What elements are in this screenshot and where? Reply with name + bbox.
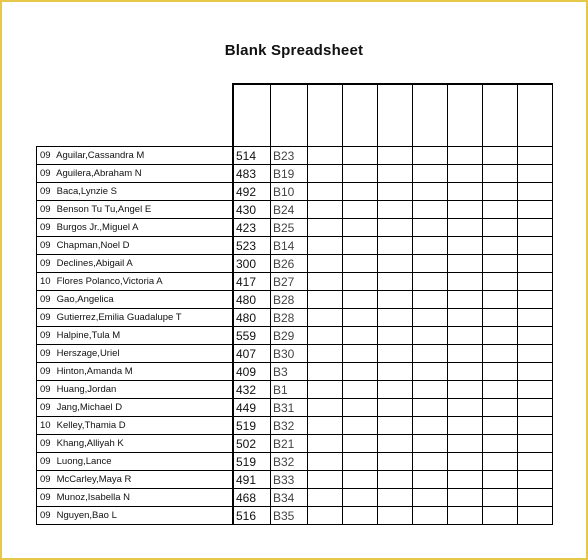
blank-cell bbox=[483, 309, 518, 327]
blank-cell bbox=[448, 309, 483, 327]
table-row bbox=[37, 309, 553, 327]
blank-cell bbox=[518, 435, 553, 453]
score-cell: 523 bbox=[233, 237, 271, 255]
blank-cell bbox=[378, 489, 413, 507]
blank-cell bbox=[378, 201, 413, 219]
blank-cell bbox=[448, 453, 483, 471]
blank-cell bbox=[308, 399, 343, 417]
spreadsheet-table bbox=[36, 83, 553, 525]
blank-cell bbox=[448, 435, 483, 453]
student-name: Luong,Lance bbox=[56, 456, 112, 467]
student-name: Halpine,Tula M bbox=[56, 330, 121, 341]
code-cell: B10 bbox=[271, 183, 308, 201]
blank-cell bbox=[378, 237, 413, 255]
blank-cell bbox=[518, 237, 553, 255]
student-name-cell bbox=[37, 345, 234, 363]
score-cell: 502 bbox=[233, 435, 271, 453]
blank-cell bbox=[308, 327, 343, 345]
blank-cell bbox=[518, 399, 553, 417]
code-cell: B21 bbox=[271, 435, 308, 453]
blank-cell bbox=[518, 453, 553, 471]
grade-level: 10 bbox=[40, 276, 51, 287]
blank-cell bbox=[343, 237, 378, 255]
score-cell: 417 bbox=[233, 273, 271, 291]
blank-cell bbox=[343, 345, 378, 363]
blank-cell bbox=[518, 417, 553, 435]
blank-cell bbox=[483, 471, 518, 489]
blank-cell bbox=[378, 327, 413, 345]
student-name: Baca,Lynzie S bbox=[56, 186, 118, 197]
blank-cell bbox=[448, 471, 483, 489]
blank-cell bbox=[343, 219, 378, 237]
blank-cell bbox=[343, 453, 378, 471]
blank-cell bbox=[483, 273, 518, 291]
code-cell: B31 bbox=[271, 399, 308, 417]
blank-cell bbox=[308, 489, 343, 507]
table-row bbox=[37, 327, 553, 345]
code-cell: B34 bbox=[271, 489, 308, 507]
table-row bbox=[37, 453, 553, 471]
blank-cell bbox=[378, 165, 413, 183]
student-name-cell bbox=[37, 489, 234, 507]
student-name: Jang,Michael D bbox=[56, 402, 123, 413]
blank-cell bbox=[483, 417, 518, 435]
table-row bbox=[37, 507, 553, 525]
blank-cell bbox=[483, 201, 518, 219]
blank-cell bbox=[413, 489, 448, 507]
header-cell bbox=[378, 84, 413, 147]
grade-level: 09 bbox=[40, 150, 51, 161]
blank-cell bbox=[448, 147, 483, 165]
student-name: Declines,Abigail A bbox=[56, 258, 133, 269]
blank-cell bbox=[308, 201, 343, 219]
code-cell: B14 bbox=[271, 237, 308, 255]
blank-cell bbox=[483, 507, 518, 525]
score-cell: 491 bbox=[233, 471, 271, 489]
blank-cell bbox=[518, 183, 553, 201]
blank-cell bbox=[343, 381, 378, 399]
blank-cell bbox=[413, 345, 448, 363]
blank-cell bbox=[413, 327, 448, 345]
score-cell: 483 bbox=[233, 165, 271, 183]
student-name: Aguilera,Abraham N bbox=[56, 168, 142, 179]
student-name-cell bbox=[37, 381, 234, 399]
blank-cell bbox=[413, 507, 448, 525]
student-name-cell bbox=[37, 291, 234, 309]
score-cell: 432 bbox=[233, 381, 271, 399]
blank-cell bbox=[308, 417, 343, 435]
table-row bbox=[37, 399, 553, 417]
student-name: Herszage,Uriel bbox=[56, 348, 120, 359]
score-cell: 409 bbox=[233, 363, 271, 381]
blank-cell bbox=[378, 453, 413, 471]
blank-cell bbox=[483, 381, 518, 399]
blank-cell bbox=[413, 237, 448, 255]
grade-level: 09 bbox=[40, 240, 51, 251]
student-name-cell bbox=[37, 309, 234, 327]
grade-level: 09 bbox=[40, 204, 51, 215]
blank-cell bbox=[343, 273, 378, 291]
blank-cell bbox=[343, 165, 378, 183]
blank-cell bbox=[378, 219, 413, 237]
table-row bbox=[37, 237, 553, 255]
blank-cell bbox=[518, 255, 553, 273]
student-name-cell bbox=[37, 327, 234, 345]
blank-cell bbox=[483, 165, 518, 183]
blank-cell bbox=[518, 381, 553, 399]
student-name-cell bbox=[37, 507, 234, 525]
blank-cell bbox=[448, 345, 483, 363]
code-cell: B28 bbox=[271, 291, 308, 309]
blank-cell bbox=[413, 219, 448, 237]
blank-cell bbox=[413, 399, 448, 417]
code-cell: B3 bbox=[271, 363, 308, 381]
blank-cell bbox=[308, 471, 343, 489]
blank-cell bbox=[448, 237, 483, 255]
blank-cell bbox=[518, 489, 553, 507]
blank-cell bbox=[413, 255, 448, 273]
blank-cell bbox=[378, 255, 413, 273]
blank-cell bbox=[343, 507, 378, 525]
blank-cell bbox=[413, 147, 448, 165]
header-cell bbox=[233, 84, 271, 147]
student-name: Benson Tu Tu,Angel E bbox=[56, 204, 152, 215]
blank-cell bbox=[448, 291, 483, 309]
score-cell: 480 bbox=[233, 291, 271, 309]
table-row bbox=[37, 363, 553, 381]
blank-cell bbox=[448, 201, 483, 219]
code-cell: B25 bbox=[271, 219, 308, 237]
grade-level: 09 bbox=[40, 330, 51, 341]
blank-cell bbox=[378, 183, 413, 201]
score-cell: 492 bbox=[233, 183, 271, 201]
table-row bbox=[37, 219, 553, 237]
blank-cell bbox=[378, 345, 413, 363]
student-name-cell bbox=[37, 219, 234, 237]
table-row bbox=[37, 201, 553, 219]
blank-cell bbox=[518, 273, 553, 291]
blank-cell bbox=[308, 219, 343, 237]
grade-level: 09 bbox=[40, 186, 51, 197]
blank-cell bbox=[448, 399, 483, 417]
blank-cell bbox=[448, 255, 483, 273]
table-row bbox=[37, 417, 553, 435]
page-title: Blank Spreadsheet bbox=[224, 42, 364, 59]
code-cell: B27 bbox=[271, 273, 308, 291]
blank-cell bbox=[483, 327, 518, 345]
code-cell: B26 bbox=[271, 255, 308, 273]
student-name-cell bbox=[37, 471, 234, 489]
header-cell bbox=[448, 84, 483, 147]
grade-level: 09 bbox=[40, 438, 51, 449]
blank-cell bbox=[483, 363, 518, 381]
blank-cell bbox=[343, 399, 378, 417]
code-cell: B24 bbox=[271, 201, 308, 219]
blank-cell bbox=[413, 435, 448, 453]
score-cell: 516 bbox=[233, 507, 271, 525]
student-name-cell bbox=[37, 453, 234, 471]
header-cell bbox=[271, 84, 308, 147]
table-row bbox=[37, 147, 553, 165]
blank-cell bbox=[343, 255, 378, 273]
blank-cell bbox=[448, 489, 483, 507]
grade-level: 09 bbox=[40, 474, 51, 485]
header-row bbox=[37, 84, 553, 147]
student-name-cell bbox=[37, 165, 234, 183]
blank-cell bbox=[518, 507, 553, 525]
student-name: Flores Polanco,Victoria A bbox=[56, 276, 163, 287]
blank-cell bbox=[413, 471, 448, 489]
grade-level: 09 bbox=[40, 222, 51, 233]
score-cell: 559 bbox=[233, 327, 271, 345]
blank-cell bbox=[413, 417, 448, 435]
blank-cell bbox=[378, 273, 413, 291]
student-name: Burgos Jr.,Miguel A bbox=[56, 222, 139, 233]
table-row bbox=[37, 165, 553, 183]
blank-cell bbox=[483, 255, 518, 273]
score-cell: 300 bbox=[233, 255, 271, 273]
blank-cell bbox=[518, 327, 553, 345]
code-cell: B35 bbox=[271, 507, 308, 525]
table-row bbox=[37, 345, 553, 363]
blank-cell bbox=[413, 381, 448, 399]
table-row bbox=[37, 291, 553, 309]
blank-cell bbox=[518, 147, 553, 165]
student-name: McCarley,Maya R bbox=[56, 474, 132, 485]
table-row bbox=[37, 183, 553, 201]
grade-level: 09 bbox=[40, 366, 51, 377]
grade-level: 09 bbox=[40, 402, 51, 413]
blank-cell bbox=[483, 291, 518, 309]
blank-cell bbox=[308, 237, 343, 255]
student-name-cell bbox=[37, 399, 234, 417]
score-cell: 449 bbox=[233, 399, 271, 417]
student-name: Gutierrez,Emilia Guadalupe T bbox=[56, 312, 182, 323]
student-name: Hinton,Amanda M bbox=[56, 366, 133, 377]
blank-cell bbox=[483, 219, 518, 237]
blank-cell bbox=[308, 255, 343, 273]
grade-level: 09 bbox=[40, 294, 51, 305]
blank-cell bbox=[378, 507, 413, 525]
blank-cell bbox=[448, 417, 483, 435]
code-cell: B23 bbox=[271, 147, 308, 165]
blank-cell bbox=[343, 291, 378, 309]
blank-cell bbox=[378, 381, 413, 399]
blank-cell bbox=[518, 165, 553, 183]
header-cell bbox=[483, 84, 518, 147]
student-name-cell bbox=[37, 201, 234, 219]
blank-cell bbox=[413, 273, 448, 291]
blank-cell bbox=[308, 435, 343, 453]
table-row bbox=[37, 471, 553, 489]
grade-level: 09 bbox=[40, 258, 51, 269]
blank-cell bbox=[378, 435, 413, 453]
blank-cell bbox=[518, 201, 553, 219]
grade-level: 09 bbox=[40, 456, 51, 467]
blank-cell bbox=[343, 471, 378, 489]
header-cell bbox=[343, 84, 378, 147]
blank-cell bbox=[413, 363, 448, 381]
blank-cell bbox=[378, 309, 413, 327]
header-cell bbox=[413, 84, 448, 147]
student-name-cell bbox=[37, 363, 234, 381]
student-name: Kelley,Thamia D bbox=[56, 420, 126, 431]
student-name: Huang,Jordan bbox=[56, 384, 117, 395]
student-name-cell bbox=[37, 417, 234, 435]
score-cell: 480 bbox=[233, 309, 271, 327]
score-cell: 468 bbox=[233, 489, 271, 507]
blank-cell bbox=[448, 507, 483, 525]
student-name: Munoz,Isabella N bbox=[56, 492, 131, 503]
blank-cell bbox=[518, 219, 553, 237]
table-row bbox=[37, 381, 553, 399]
blank-cell bbox=[343, 183, 378, 201]
blank-cell bbox=[378, 363, 413, 381]
blank-cell bbox=[518, 291, 553, 309]
code-cell: B32 bbox=[271, 417, 308, 435]
score-cell: 407 bbox=[233, 345, 271, 363]
blank-cell bbox=[308, 345, 343, 363]
blank-cell bbox=[308, 507, 343, 525]
blank-cell bbox=[308, 381, 343, 399]
student-name-cell bbox=[37, 237, 234, 255]
blank-cell bbox=[378, 291, 413, 309]
grade-level: 09 bbox=[40, 348, 51, 359]
blank-cell bbox=[308, 309, 343, 327]
code-cell: B29 bbox=[271, 327, 308, 345]
blank-cell bbox=[308, 273, 343, 291]
student-name-cell bbox=[37, 273, 234, 291]
blank-cell bbox=[483, 237, 518, 255]
blank-cell bbox=[448, 219, 483, 237]
table-row bbox=[37, 255, 553, 273]
header-name-blank bbox=[37, 84, 234, 147]
blank-cell bbox=[413, 201, 448, 219]
code-cell: B32 bbox=[271, 453, 308, 471]
blank-cell bbox=[308, 291, 343, 309]
blank-cell bbox=[308, 147, 343, 165]
student-name-cell bbox=[37, 147, 234, 165]
blank-cell bbox=[483, 453, 518, 471]
blank-cell bbox=[308, 363, 343, 381]
blank-cell bbox=[413, 165, 448, 183]
blank-cell bbox=[483, 489, 518, 507]
grade-level: 09 bbox=[40, 168, 51, 179]
blank-cell bbox=[518, 471, 553, 489]
student-name: Gao,Angelica bbox=[56, 294, 114, 305]
student-name-cell bbox=[37, 435, 234, 453]
blank-cell bbox=[378, 471, 413, 489]
grade-level: 09 bbox=[40, 384, 51, 395]
student-name: Nguyen,Bao L bbox=[56, 510, 117, 521]
header-cell bbox=[308, 84, 343, 147]
blank-cell bbox=[343, 363, 378, 381]
blank-cell bbox=[448, 363, 483, 381]
grade-level: 09 bbox=[40, 492, 51, 503]
blank-cell bbox=[343, 309, 378, 327]
score-cell: 519 bbox=[233, 417, 271, 435]
blank-cell bbox=[483, 399, 518, 417]
blank-cell bbox=[343, 435, 378, 453]
blank-cell bbox=[413, 291, 448, 309]
blank-cell bbox=[483, 147, 518, 165]
blank-cell bbox=[378, 417, 413, 435]
student-name: Aguilar,Cassandra M bbox=[56, 150, 145, 161]
code-cell: B28 bbox=[271, 309, 308, 327]
blank-cell bbox=[518, 345, 553, 363]
blank-cell bbox=[343, 489, 378, 507]
blank-cell bbox=[413, 183, 448, 201]
score-cell: 514 bbox=[233, 147, 271, 165]
blank-cell bbox=[413, 309, 448, 327]
blank-cell bbox=[343, 201, 378, 219]
blank-cell bbox=[448, 381, 483, 399]
blank-cell bbox=[518, 309, 553, 327]
code-cell: B33 bbox=[271, 471, 308, 489]
blank-cell bbox=[308, 453, 343, 471]
blank-cell bbox=[483, 435, 518, 453]
table-row bbox=[37, 435, 553, 453]
blank-cell bbox=[378, 147, 413, 165]
blank-cell bbox=[448, 183, 483, 201]
grade-level: 09 bbox=[40, 312, 51, 323]
student-name-cell bbox=[37, 255, 234, 273]
blank-cell bbox=[343, 147, 378, 165]
blank-cell bbox=[518, 363, 553, 381]
blank-cell bbox=[413, 453, 448, 471]
student-name: Chapman,Noel D bbox=[56, 240, 130, 251]
grade-level: 09 bbox=[40, 510, 51, 521]
score-cell: 519 bbox=[233, 453, 271, 471]
table-row bbox=[37, 273, 553, 291]
score-cell: 430 bbox=[233, 201, 271, 219]
blank-cell bbox=[343, 417, 378, 435]
blank-cell bbox=[308, 165, 343, 183]
blank-cell bbox=[343, 327, 378, 345]
header-cell bbox=[518, 84, 553, 147]
blank-cell bbox=[483, 183, 518, 201]
blank-cell bbox=[308, 183, 343, 201]
table-row bbox=[37, 489, 553, 507]
blank-cell bbox=[448, 273, 483, 291]
code-cell: B19 bbox=[271, 165, 308, 183]
blank-cell bbox=[448, 327, 483, 345]
blank-cell bbox=[483, 345, 518, 363]
student-name: Khang,Alliyah K bbox=[56, 438, 124, 449]
blank-cell bbox=[448, 165, 483, 183]
code-cell: B1 bbox=[271, 381, 308, 399]
score-cell: 423 bbox=[233, 219, 271, 237]
code-cell: B30 bbox=[271, 345, 308, 363]
grade-level: 10 bbox=[40, 420, 51, 431]
student-name-cell bbox=[37, 183, 234, 201]
blank-cell bbox=[378, 399, 413, 417]
